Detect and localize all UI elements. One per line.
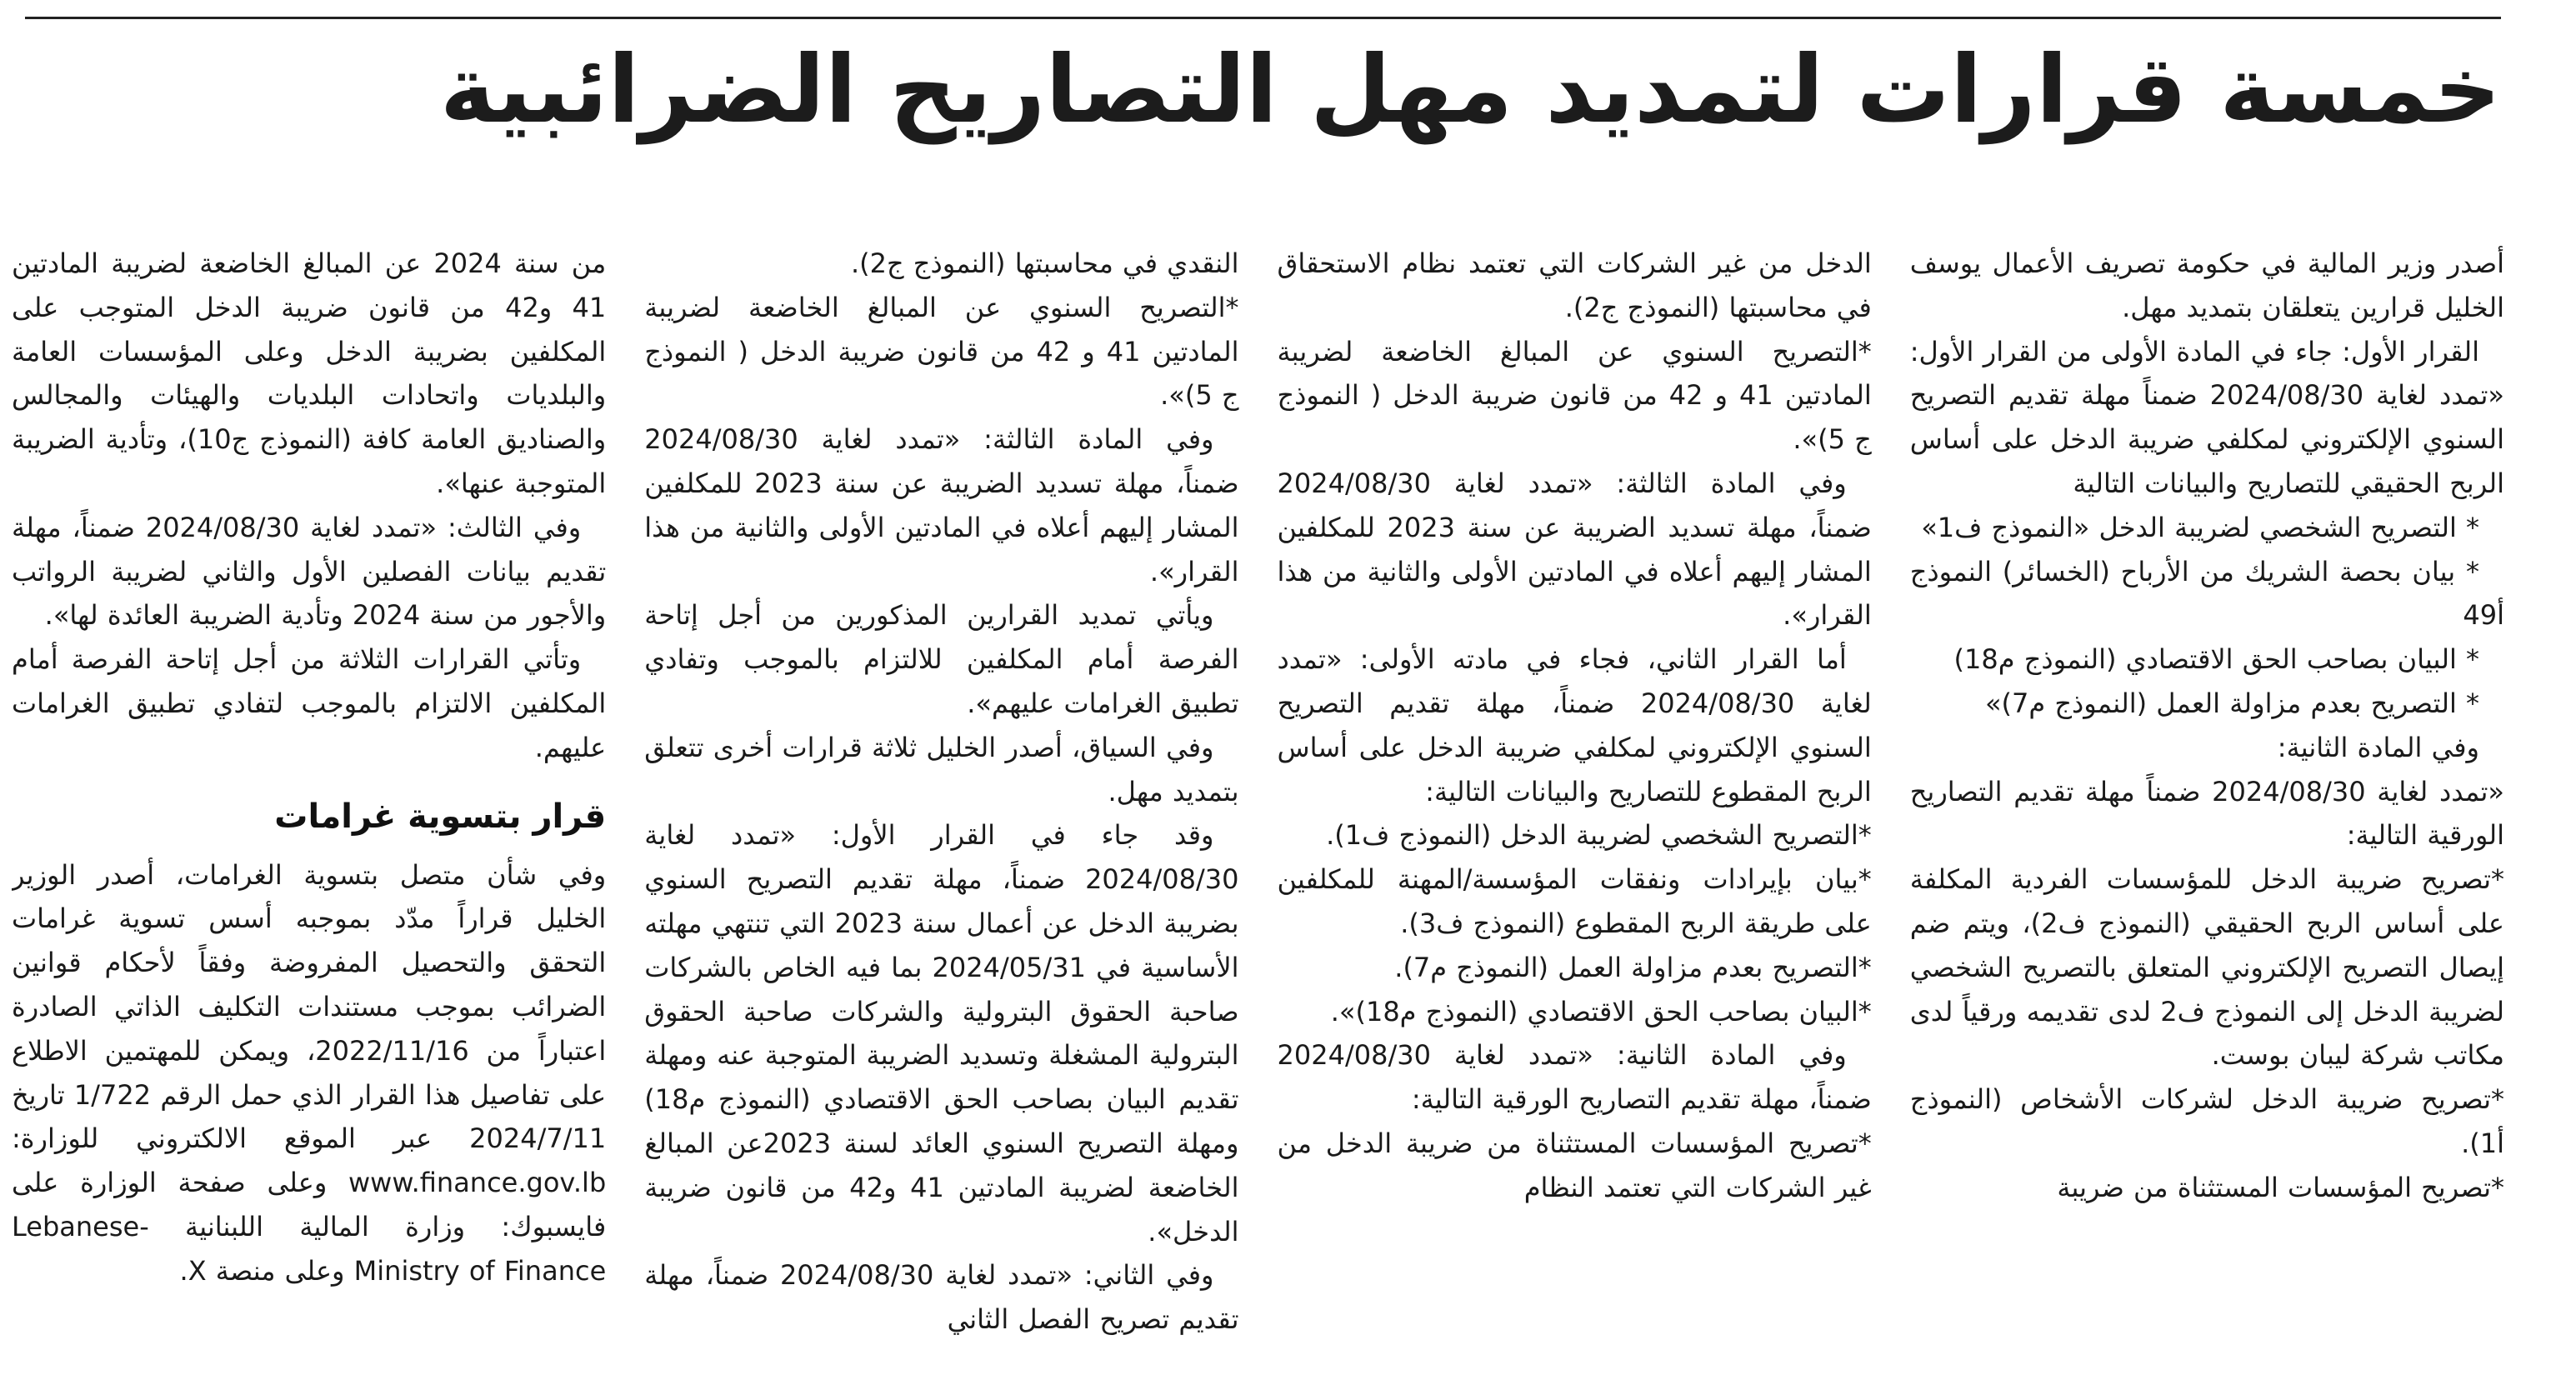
paragraph: وقد جاء في القرار الأول: «تمدد لغاية 2024/08/30 ضمناً، مهلة تقديم التصريح السنوي بضريبة الدخل عن أعمال سنة 2023 التي تنتهي مهلته الأساسية في 2024/05/31 بما فيه الخاص بالشركات صاحبة الحقوق البترولية والشركات صاحبة الحقوق البترولية المشغلة وتسديد الضريبة المتوجبة عنه ومهلة تقديم البيان بصاحب الحق الاقتصادي (النموذج م18) ومهلة التصريح السنوي العائد لسنة 2023عن المبالغ الخاضعة لضريبة المادتين 41 و42 من قانون ضريبة الدخل». <box>644 819 1239 1248</box>
paragraph: ويأتي تمديد القرارين المذكورين من أجل إتاحة الفرصة أمام المكلفين للالتزام بالموجب وتفادي تطبيق الغرامات عليهم». <box>644 599 1239 719</box>
paragraph: *التصريح السنوي عن المبالغ الخاضعة لضريبة المادتين 41 و 42 من قانون ضريبة الدخل ( النموذج ج 5)». <box>644 291 1239 412</box>
column-2 <box>1278 242 1872 1380</box>
section-subheading: قرار بتسوية غرامات <box>274 797 607 836</box>
paragraph: وفي الثالث: «تمدد لغاية 2024/08/30 ضمناً، مهلة تقديم بيانات الفصلين الأول والثاني لضريبة الرواتب والأجور من سنة 2024 وتأدية الضريبة العائدة لها». <box>12 511 607 632</box>
paragraph: وفي الثاني: «تمدد لغاية 2024/08/30 ضمناً، مهلة تقديم تصريح الفصل الثاني <box>644 1259 1239 1336</box>
article-headline: خمسة قرارات لتمديد مهل التصاريح الضرائبية <box>439 36 2501 144</box>
column-4 <box>12 242 606 1380</box>
paragraph: وفي شأن متصل بتسوية الغرامات، أصدر الوزير الخليل قراراً مدّد بموجبه أسس تسوية غرامات التحقق والتحصيل المفروضة وفقاً لأحكام قوانين الضرائب بموجب مستندات التكليف الذاتي الصادرة اعتباراً من 2022/11/16، ويمكن للمهتمين الاطلاع على تفاصيل هذا القرار الذي حمل الرقم 1/722 تاريخ 2024/7/11 عبر الموقع الالكتروني للوزارة: www.finance.gov.lb وعلى صفحة الوزارة على فايسبوك: وزارة المالية اللبنانية -Lebanese Ministry of Finance وعلى منصة X. <box>12 858 607 1287</box>
paragraph: وفي المادة الثالثة: «تمدد لغاية 2024/08/30 ضمناً، مهلة تسديد الضريبة عن سنة 2023 للمكلفين المشار إليهم أعلاه في المادتين الأولى والثانية من هذا القرار». <box>1277 467 1872 632</box>
paragraph: وتأتي القرارات الثلاثة من أجل إتاحة الفرصة أمام المكلفين الالتزام بالموجب لتفادي تطبيق الغرامات عليهم. <box>12 643 607 763</box>
paragraph: * التصريح بعدم مزاولة العمل (النموذج م7)» <box>1984 687 2479 719</box>
paragraph: *بيان بإيرادات ونفقات المؤسسة/المهنة للمكلفين على طريقة الربح المقطوع (النموذج ف3). <box>1277 863 1872 939</box>
paragraph: النقدي في محاسبتها (النموذج ج2). <box>850 248 1239 279</box>
column-1 <box>1910 242 2504 1380</box>
column-3 <box>644 242 1238 1380</box>
article-body <box>12 242 2504 1380</box>
paragraph: * البيان بصاحب الحق الاقتصادي (النموذج م18) <box>1953 643 2479 676</box>
paragraph: وفي السياق، أصدر الخليل ثلاثة قرارات أخرى تتعلق بتمديد مهل. <box>644 731 1239 808</box>
paragraph: *التصريح الشخصي لضريبة الدخل (النموذج ف1). <box>1326 819 1872 852</box>
paragraph: وفي المادة الثالثة: «تمدد لغاية 2024/08/30 ضمناً، مهلة تسديد الضريبة عن سنة 2023 للمكلفين المشار إليهم أعلاه في المادتين الأولى والثانية من هذا القرار». <box>644 423 1239 588</box>
paragraph: الدخل من غير الشركات التي تعتمد نظام الاستحقاق في محاسبتها (النموذج ج2). <box>1277 248 1872 323</box>
paragraph: أصدر وزير المالية في حكومة تصريف الأعمال يوسف الخليل قرارين يتعلقان بتمديد مهل. <box>1909 248 2504 323</box>
top-rule <box>25 17 2501 19</box>
paragraph: أما القرار الثاني، فجاء في مادته الأولى: «تمدد لغاية 2024/08/30 ضمناً، مهلة تقديم التصريح السنوي الإلكتروني لمكلفي ضريبة الدخل على أساس الربح المقطوع للتصاريح والبيانات التالية: <box>1277 643 1872 808</box>
paragraph: *تصريح ضريبة الدخل لشركات الأشخاص (النموذج أ1). <box>1909 1083 2504 1159</box>
paragraph: وفي المادة الثانية: «تمدد لغاية 2024/08/30 ضمناً، مهلة تقديم التصاريح الورقية التالية: <box>1277 1039 1872 1116</box>
paragraph: «تمدد لغاية 2024/08/30 ضمناً مهلة تقديم التصاريح الورقية التالية: <box>1909 775 2504 852</box>
paragraph: *تصريح المؤسسات المستثناة من ضريبة الدخل من غير الشركات التي تعتمد النظام <box>1277 1127 1872 1203</box>
paragraph: *التصريح السنوي عن المبالغ الخاضعة لضريبة المادتين 41 و 42 من قانون ضريبة الدخل ( النموذج ج 5)». <box>1277 335 1872 456</box>
paragraph: * التصريح الشخصي لضريبة الدخل «النموذج ف1» <box>1921 511 2479 543</box>
paragraph: القرار الأول: جاء في المادة الأولى من القرار الأول: «تمدد لغاية 2024/08/30 ضمناً مهلة تقديم التصريح السنوي الإلكتروني لمكلفي ضريبة الدخل على أساس الربح الحقيقي للتصاريح والبيانات التالية <box>1909 335 2504 499</box>
paragraph: *تصريح ضريبة الدخل للمؤسسات الفردية المكلفة على أساس الربح الحقيقي (النموذج ف2)، ويتم ضم إيصال التصريح الإلكتروني المتعلق بالتصريح الشخصي لضريبة الدخل إلى النموذج ف2 لدى تقديمه ورقياً لدى مكاتب شركة ليبان بوست. <box>1909 863 2504 1072</box>
paragraph: * بيان بحصة الشريك من الأرباح (الخسائر) النموذج أ49 <box>1909 555 2504 632</box>
paragraph: من سنة 2024 عن المبالغ الخاضعة لضريبة المادتين 41 و42 من قانون ضريبة الدخل المتوجب على المكلفين بضريبة الدخل وعلى المؤسسات العامة والبلديات واتحادات البلديات والهيئات والمجالس والصناديق العامة كافة (النموذج ج10)، وتأدية الضريبة المتوجبة عنها». <box>12 248 607 499</box>
paragraph: *البيان بصاحب الحق الاقتصادي (النموذج م18)». <box>1330 995 1872 1028</box>
paragraph: *التصريح بعدم مزاولة العمل (النموذج م7). <box>1394 951 1872 983</box>
paragraph: وفي المادة الثانية: <box>2277 731 2479 763</box>
paragraph: *تصريح المؤسسات المستثناة من ضريبة <box>2057 1171 2504 1203</box>
